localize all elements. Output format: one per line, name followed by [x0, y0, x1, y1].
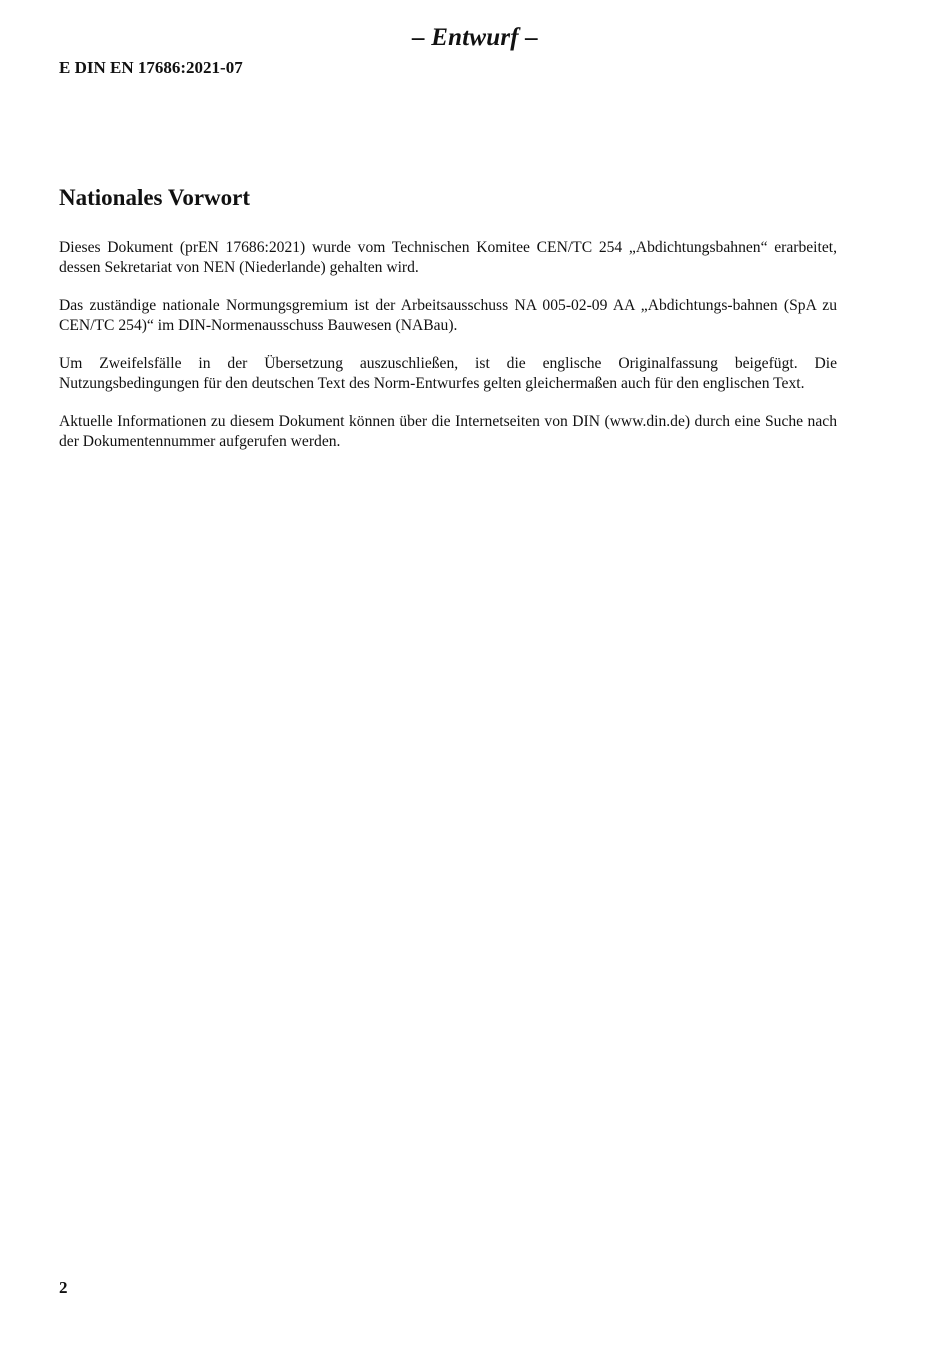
paragraph-3: Um Zweifelsfälle in der Übersetzung auszuschließen, ist die englische Originalfassung beigefügt. Die Nutzungsbedingungen für den deutschen Text des Norm-Entwurfes gelten gleichermaßen auch für den englischen Text.: [59, 355, 837, 392]
section-title: Nationales Vorwort: [59, 185, 251, 210]
paragraph-4: Aktuelle Informationen zu diesem Dokument können über die Internetseiten von DIN (www.din.de) durch eine Suche nach der Dokumentennummer aufgerufen werden.: [59, 413, 837, 450]
draft-label: – Entwurf –: [412, 24, 538, 51]
paragraph-1: Dieses Dokument (prEN 17686:2021) wurde vom Technischen Komitee CEN/TC 254 „Abdichtungsbahnen“ erarbeitet, dessen Sekretariat von NEN (Niederlande) gehalten wird.: [59, 239, 837, 276]
page-number: 2: [59, 1278, 68, 1297]
document-id: E DIN EN 17686:2021-07: [59, 58, 243, 77]
paragraph-2: Das zuständige nationale Normungsgremium ist der Arbeitsausschuss NA 005-02-09 AA „Abdichtungs-bahnen (SpA zu CEN/TC 254)“ im DIN-Normenausschuss Bauwesen (NABau).: [59, 297, 837, 334]
section-body: [59, 238, 837, 470]
